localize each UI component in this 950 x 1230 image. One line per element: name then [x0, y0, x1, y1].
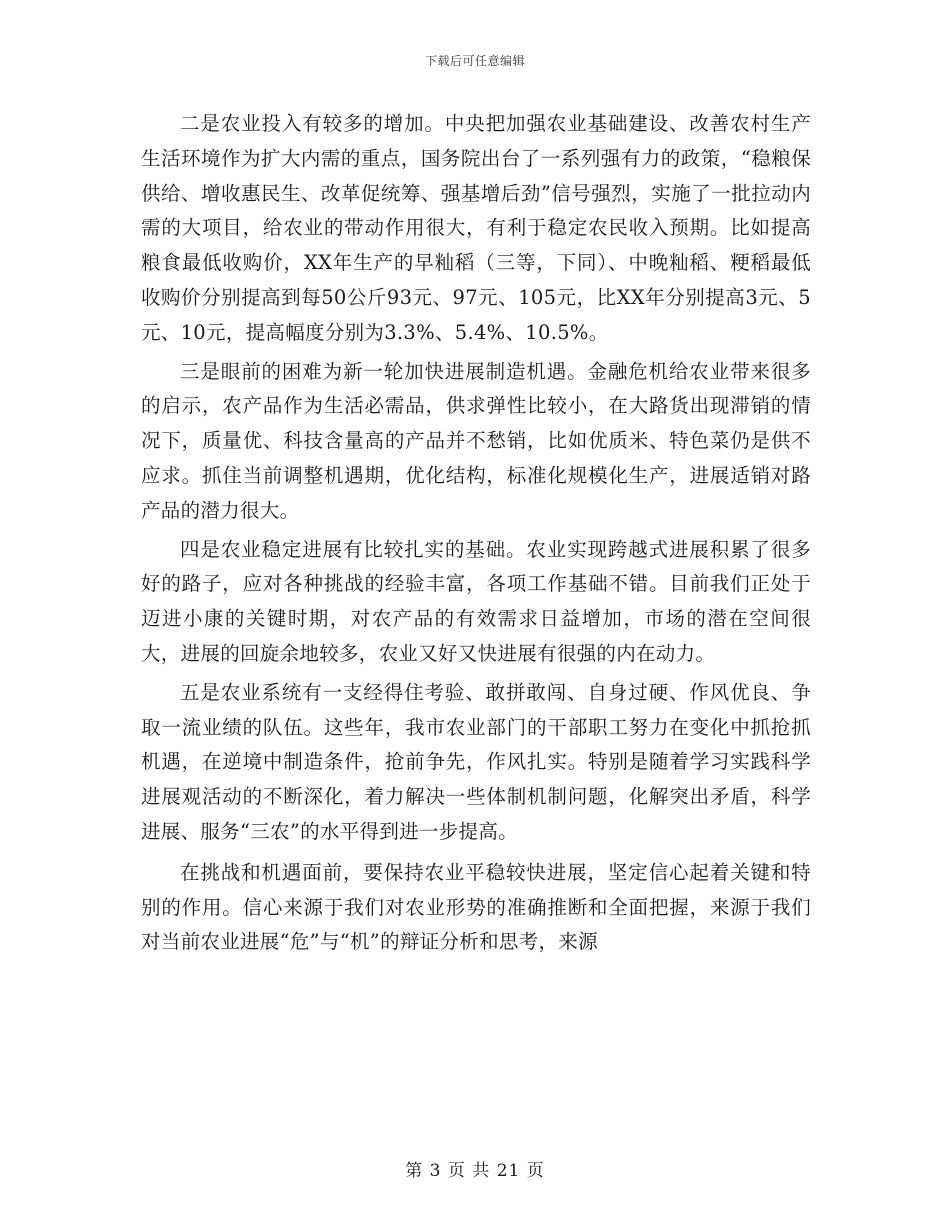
page-number-footer: 第 3 页 共 21 页: [405, 1161, 545, 1181]
document-body: [141, 107, 811, 964]
page-header-note: 下载后可任意编辑: [424, 54, 525, 68]
paragraph-3: 三是眼前的困难为新一轮加快进展制造机遇。金融危机给农业带来很多的启示，农产品作为生活必需品，供求弹性比较小，在大路货出现滞销的情况下，质量优、科技含量高的产品并不愁销，比如优质米、特色菜仍是供不应求。抓住当前调整机遇期，优化结构，标准化规模化生产，进展适销对路产品的潜力很大。: [141, 359, 811, 522]
paragraph-4: 四是农业稳定进展有比较扎实的基础。农业实现跨越式进展积累了很多好的路子，应对各种挑战的经验丰富，各项工作基础不错。目前我们正处于迈进小康的关键时期，对农产品的有效需求日益增加，市场的潜在空间很大，进展的回旋余地较多，农业又好又快进展有很强的内在动力。: [141, 537, 811, 665]
paragraph-conclusion: 在挑战和机遇面前，要保持农业平稳较快进展，坚定信心起着关键和特别的作用。信心来源于我们对农业形势的准确推断和全面把握，来源于我们对当前农业进展“危”与“机”的辩证分析和思考，来源: [141, 860, 811, 954]
paragraph-5: 五是农业系统有一支经得住考验、敢拼敢闯、自身过硬、作风优良、争取一流业绩的队伍。这些年，我市农业部门的干部职工努力在变化中抓抢抓机遇，在逆境中制造条件，抢前争先，作风扎实。特别是随着学习实践科学进展观活动的不断深化，着力解决一些体制机制问题，化解突出矛盾，科学进展、服务“三农”的水平得到进一步提高。: [141, 680, 811, 843]
paragraph-2: 二是农业投入有较多的增加。中央把加强农业基础建设、改善农村生产生活环境作为扩大内需的重点，国务院出台了一系列强有力的政策，“稳粮保供给、增收惠民生、改革促统筹、强基增后劲”信号强烈，实施了一批拉动内需的大项目，给农业的带动作用很大，有利于稳定农民收入预期。比如提高粮食最低收购价，XX年生产的早籼稻（三等，下同）、中晚籼稻、粳稻最低收购价分别提高到每50公斤93元、97元、105元，比XX年分别提高3元、5元、10元，提高幅度分别为3.3%、5.4%、10.5%。: [141, 112, 811, 344]
